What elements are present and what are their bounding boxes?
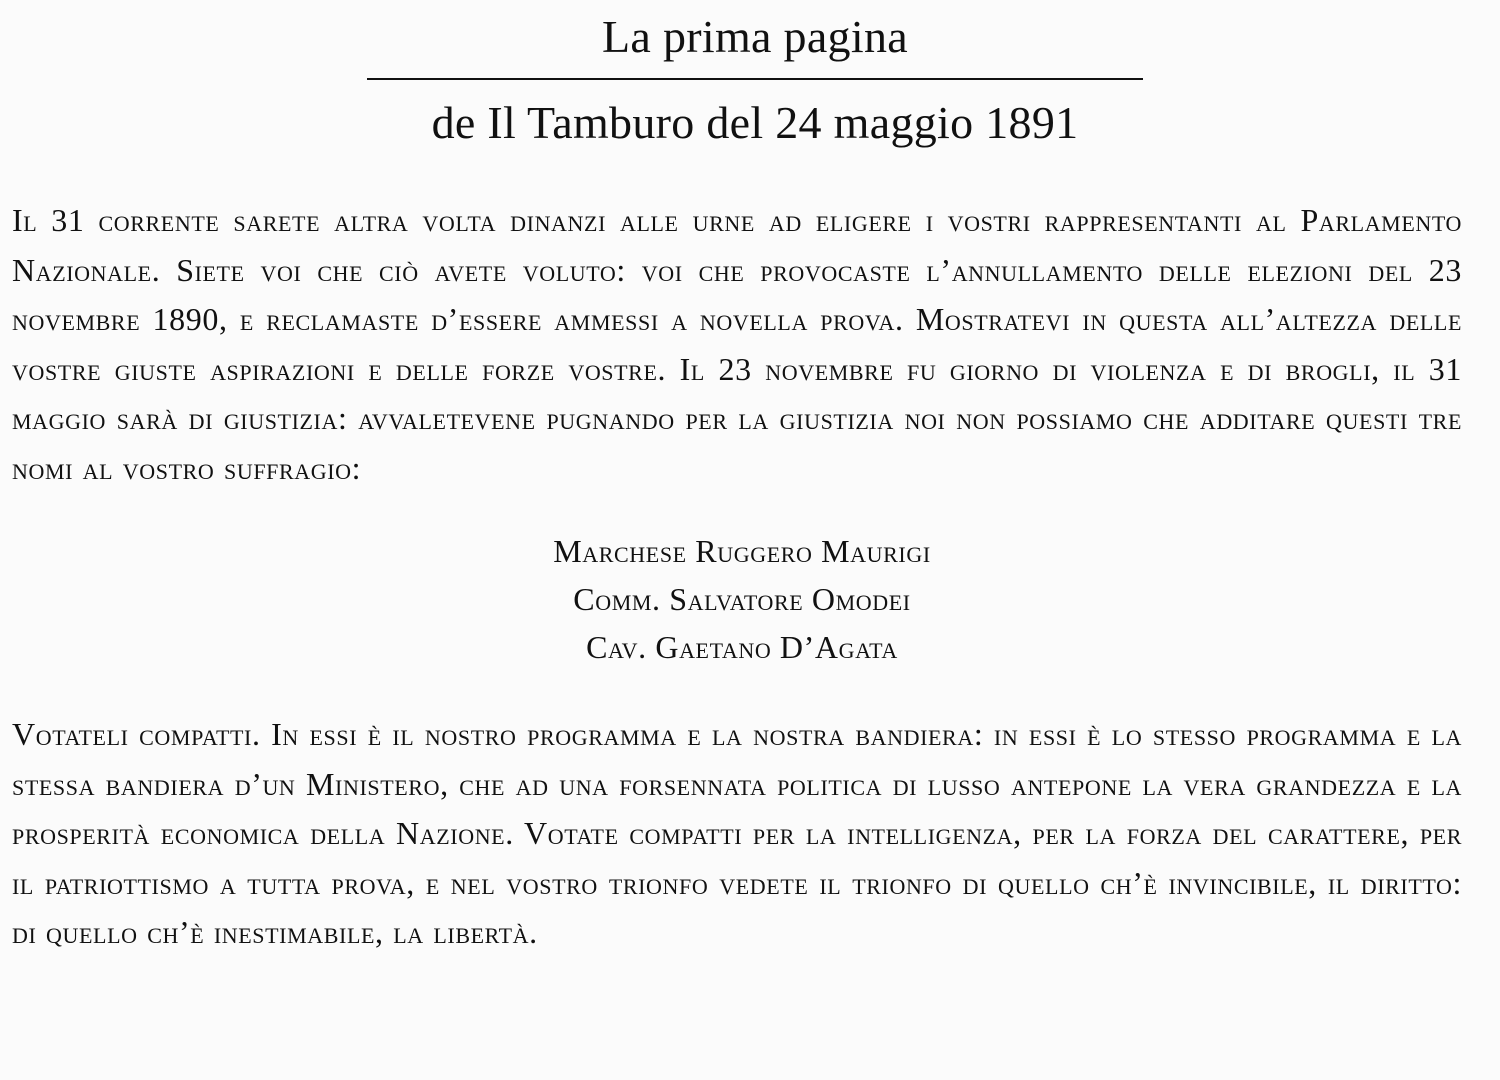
page-subtitle: de Il Tamburo del 24 maggio 1891 [431, 97, 1079, 148]
candidate-name: Marchese Ruggero Maurigi [553, 533, 931, 569]
document-page [12, 0, 1462, 1080]
title-block [48, 8, 1462, 152]
page-title: La prima pagina [602, 11, 908, 62]
body-paragraph-2: Votateli compatti. In essi è il nostro programma e la nostra bandiera: in essi è lo stesso programma e la stessa bandiera d’un Ministero, che ad una forsennata politica di lusso antepone la vera grandezza e la prosperità economica della Nazione. Votate compatti per la intelligenza, per la forza del carattere, per il patriottismo a tutta prova, e nel vostro trionfo vedete il trionfo di quello ch’è invincibile, il diritto: di quello ch’è inestimabile, la libertà. [12, 716, 1462, 950]
body-paragraph-1: Il 31 corrente sarete altra volta dinanzi alle urne ad eligere i vostri rappresentanti al Parlamento Nazionale. Siete voi che ciò avete voluto: voi che provocaste l’annullamento delle elezioni del 23 novembre 1890, e reclamaste d’essere ammessi a novella prova. Mostratevi in questa all’altezza delle vostre giuste aspirazioni e delle forze vostre. Il 23 novembre fu giorno di violenza e di brogli, il 31 maggio sarà di giustizia: avvaletevene pugnando per la giustizia noi non possiamo che additare questi tre nomi al vostro suffragio: [12, 202, 1462, 486]
title-rule [367, 78, 1143, 80]
candidate-name: Cav. Gaetano D’Agata [586, 629, 898, 665]
candidate-name: Comm. Salvatore Omodei [573, 581, 911, 617]
candidate-list [12, 527, 1462, 671]
